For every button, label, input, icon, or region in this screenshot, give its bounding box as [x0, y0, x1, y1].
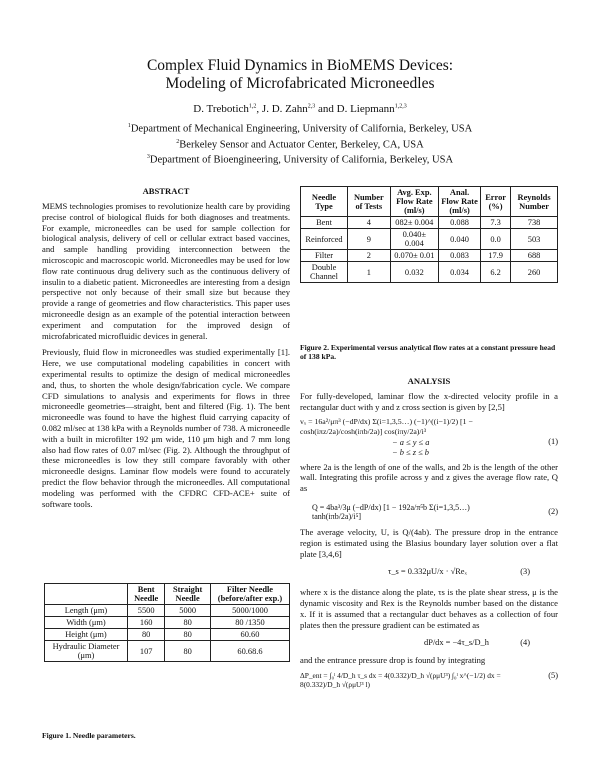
table-header-cell: [45, 584, 128, 605]
equation-2: [300, 497, 558, 527]
author-1-sup: 1,2: [248, 103, 257, 110]
table-cell: 503: [511, 229, 558, 250]
table-cell: 4: [348, 217, 391, 229]
flow-rates-table: [300, 186, 558, 283]
table-cell: 0.032: [390, 262, 438, 283]
table-header-cell: Error (%): [481, 187, 511, 217]
author-3-sup: 1,2,3: [394, 103, 407, 110]
table-cell: 107: [128, 641, 165, 662]
figure-2-caption: Figure 2. Experimental versus analytical flow rates at a constant pressure head of 138 kPa.: [300, 343, 556, 361]
table-header-cell: Reynolds Number: [511, 187, 558, 217]
figure-1-caption: Figure 1. Needle parameters.: [42, 731, 136, 740]
table-cell: 160: [128, 617, 165, 629]
abstract-paragraph-2: Previously, fluid flow in microneedles was studied experimentally [1]. Here, we use computational modeling capabilities in concert with experimental results to optimize the design of medical microneedles and, thus, to shorten the whole design/fabrication cycle. We compare CFD simulations to analysis and experiments for flows in three microneedle geometries—straight, bent and filtered (Fig. 1). The bent microneedle was found to have the highest fluid carrying capacity of 0.082 ml/sec at 138 kPa with a Reynolds number of 738. A microneedle with a built in microfilter 192 μm wide, 110 μm high and 7 mm long also had flow rates of 0.07 ml/sec (Fig. 2). Although the throughput of these microneedles is low they still compare favorably with other microneedle designs. Laminar flow models were found to accurately predict the flow behavior through the microneedles. All computational modeling was performed with the CFDRC CFD-ACE+ suite of software tools.: [42, 347, 290, 509]
table-header-cell: Bent Needle: [128, 584, 165, 605]
table-header-row: [45, 584, 290, 605]
table-cell: 0.083: [439, 250, 481, 262]
abstract-paragraph-1: MEMS technologies promises to revolutionize health care by providing precise control of biological fluids for both diagnoses and treatments. For example, microneedles can be used for sample collection for biological analysis, delivery of cell or cellular extract based vaccines, and sample handling providing interconnection between the microscopic and macroscopic world. Microneedles may be used for low flow rate continuous drug delivery such as the continuous delivery of insulin to a diabetic patient. Microneedles are interesting from a design perspective not only because of their small size but because they provide a range of geometries and flow characteristics. This paper uses microneedle design as an example of the potential interaction between experiment and computation for the improved design of microfabricated microfluidic devices in general.: [42, 201, 290, 341]
analysis-paragraph-1: For fully-developed, laminar flow the x-directed velocity profile in a rectangular duct with y and z cross section is given by [2,5]: [300, 391, 558, 412]
paper-title: [0, 57, 600, 93]
affiliation-3: $^3$Department of Bioengineering, University of California, Berkeley, USA: [146, 154, 454, 166]
table-cell: 0.040± 0.004: [390, 229, 438, 250]
table-row: [45, 605, 290, 617]
table-cell: 7.3: [481, 217, 511, 229]
table-cell: 738: [511, 217, 558, 229]
author-1: D. Trebotich: [193, 103, 249, 115]
table-cell: 5500: [128, 605, 165, 617]
table-row: [45, 629, 290, 641]
analysis-paragraph-3: The average velocity, U, is Q/(4ab). The pressure drop in the entrance region is estimated using the Blasius boundary layer solution over a flat plate [3,4,6]: [300, 526, 558, 559]
table-cell: 60.68.6: [210, 641, 289, 662]
table-cell: 60.60: [210, 629, 289, 641]
abstract-heading: ABSTRACT: [142, 186, 190, 196]
table-cell: 688: [511, 250, 558, 262]
analysis-paragraph-4: where x is the distance along the plate, τs is the plate shear stress, μ is the dynamic viscosity and Rex is the Reynolds number based on the distance x. If it is assumed that a rectangular duct behaves as a collection of four plates then the pressure gradient can be estimated as: [300, 587, 558, 630]
table-header-cell: Straight Needle: [165, 584, 211, 605]
equation-4: [300, 633, 558, 655]
needle-parameters-table: [44, 583, 290, 662]
table-header-cell: Needle Type: [301, 187, 348, 217]
table-cell: Bent: [301, 217, 348, 229]
equation-3-body: τ_s = 0.332μU/x · √Reₓ: [388, 567, 467, 577]
table-row: [301, 217, 558, 229]
left-column: [42, 186, 290, 509]
equation-1-constraint-z: − b ≤ z ≤ b: [392, 447, 429, 457]
table-cell: 0.088: [439, 217, 481, 229]
table-cell: 80: [128, 629, 165, 641]
table-header-cell: Anal. Flow Rate (ml/s): [439, 187, 481, 217]
equation-1: [300, 415, 558, 459]
table-cell: Filter: [301, 250, 348, 262]
table-row: [301, 262, 558, 283]
equation-2-body: Q = 4ba³/3μ (−dP/dx) [1 − 192a/π⁵b Σ(i=1,3,5…) tanh(iπb/2a)/i⁵]: [312, 502, 470, 521]
table-cell: 9: [348, 229, 391, 250]
table-row: [301, 229, 558, 250]
affiliations: [0, 120, 600, 167]
equation-5-body: ΔP_ent = ∫₀ˡ 4/D_h τ_s dx = 4(0.332)/D_h √(ρμU³) ∫₀ˡ x^(−1/2) dx = 8(0.332)/D_h √(ρμU³ l): [300, 671, 501, 690]
equation-3-number: (3): [520, 567, 530, 577]
table-cell: 0.040: [439, 229, 481, 250]
table-header-row: [301, 187, 558, 217]
title-line-2: Modeling of Microfabricated Microneedles: [165, 75, 435, 92]
table-cell: 0.034: [439, 262, 481, 283]
analysis-paragraph-2: where 2a is the length of one of the walls, and 2b is the length of the other wall. Integrating this profile across y and z gives the average flow rate, Q as: [300, 461, 558, 494]
title-line-1: Complex Fluid Dynamics in BioMEMS Devices:: [146, 57, 454, 74]
table-header-cell: Number of Tests: [348, 187, 391, 217]
table-row: [45, 641, 290, 662]
affiliation-1: $^1$Department of Mechanical Engineering, University of California, Berkeley, USA: [127, 123, 473, 135]
table-cell: 5000/1000: [210, 605, 289, 617]
authors: [0, 103, 600, 115]
table-cell: 17.9: [481, 250, 511, 262]
table-cell: Height (μm): [45, 629, 128, 641]
author-3: and D. Liepmann: [315, 103, 395, 115]
affiliation-2: $^2$Berkeley Sensor and Actuator Center, Berkeley, CA, USA: [176, 138, 424, 150]
right-column: [300, 376, 558, 689]
table-cell: 0.070± 0.01: [390, 250, 438, 262]
table-cell: 0.0: [481, 229, 511, 250]
equation-4-number: (4): [520, 637, 530, 647]
table-cell: 80: [165, 617, 211, 629]
table-cell: 5000: [165, 605, 211, 617]
table-cell: 6.2: [481, 262, 511, 283]
table-cell: 260: [511, 262, 558, 283]
equation-3: [300, 561, 558, 587]
table-cell: Length (μm): [45, 605, 128, 617]
equation-1-constraint-y: − a ≤ y ≤ a: [392, 437, 430, 447]
table-header-cell: Filter Needle (before/after exp.): [210, 584, 289, 605]
equation-5: [300, 667, 558, 689]
table-cell: 80: [165, 641, 211, 662]
table-cell: 082± 0.004: [390, 217, 438, 229]
equation-4-body: dP/dx = −4τ_s/D_h: [424, 637, 489, 647]
table-cell: 2: [348, 250, 391, 262]
equation-2-number: (2): [548, 506, 558, 516]
table-cell: Width (μm): [45, 617, 128, 629]
table-cell: 80 /1350: [210, 617, 289, 629]
table-cell: Double Channel: [301, 262, 348, 283]
table-cell: 1: [348, 262, 391, 283]
table-header-cell: Avg. Exp. Flow Rate (ml/s): [390, 187, 438, 217]
table-cell: 80: [165, 629, 211, 641]
equation-1-body: vₓ = 16a²/μπ³ (−dP/dx) Σ(i=1,3,5…) (−1)^((i−1)/2) [1 − cosh(iπz/2a)/cosh(iπb/2a)] cos(iπy/2a)/i³: [300, 416, 473, 436]
equation-1-number: (1): [548, 436, 558, 446]
table-row: [301, 250, 558, 262]
table-row: [45, 617, 290, 629]
author-2: , J. D. Zahn: [256, 103, 308, 115]
author-2-sup: 2,3: [307, 103, 316, 110]
table-cell: Reinforced: [301, 229, 348, 250]
table-cell: Hydraulic Diameter (μm): [45, 641, 128, 662]
analysis-paragraph-5: and the entrance pressure drop is found by integrating: [300, 654, 486, 665]
analysis-heading: ANALYSIS: [407, 376, 451, 386]
equation-5-number: (5): [548, 671, 558, 681]
